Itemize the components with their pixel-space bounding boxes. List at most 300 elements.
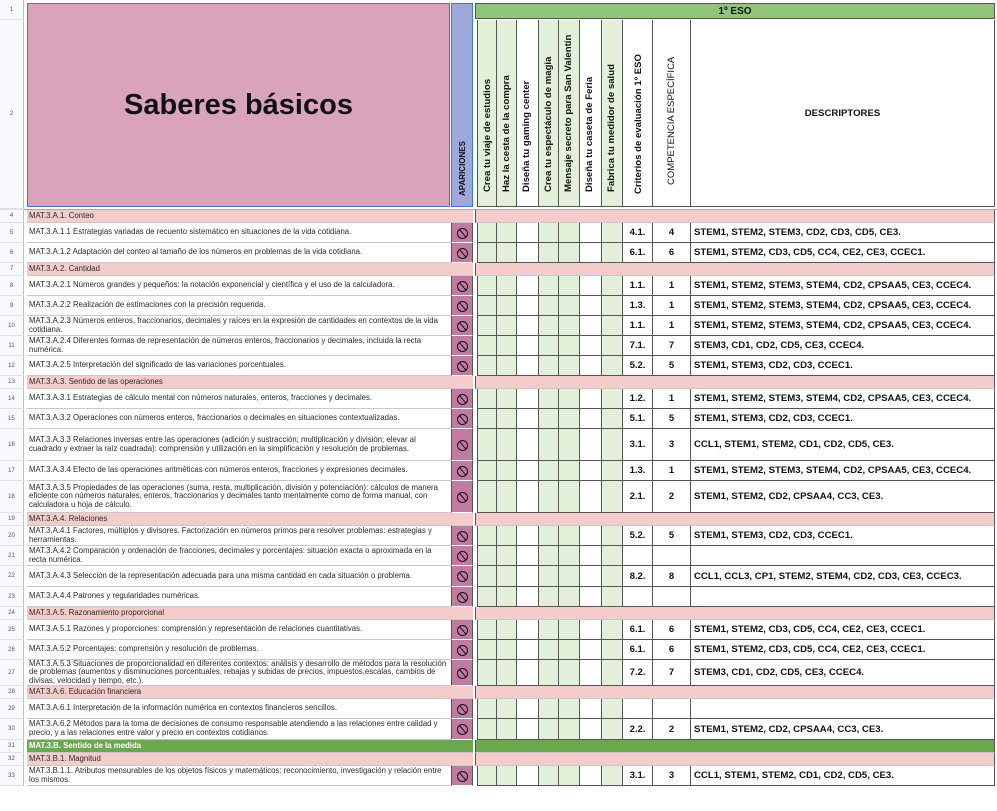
- criterio-cell[interactable]: 7.1.: [622, 336, 653, 356]
- saber-text[interactable]: MAT.3.A.2.1 Números grandes y pequeños: la notación exponencial y científica y el uso de la calculadora.: [27, 276, 451, 296]
- situation-cell[interactable]: [477, 316, 496, 336]
- situation-cell[interactable]: [496, 719, 516, 740]
- row-header-32[interactable]: 32: [0, 753, 24, 766]
- descriptores-cell[interactable]: [691, 546, 995, 566]
- competencia-cell[interactable]: [653, 546, 691, 566]
- situation-cell[interactable]: [496, 409, 516, 429]
- situation-cell[interactable]: [496, 526, 516, 546]
- situation-cell[interactable]: [601, 587, 622, 607]
- apariciones-cell[interactable]: [451, 699, 473, 719]
- situation-cell[interactable]: [538, 566, 558, 587]
- row-header-5[interactable]: 5: [0, 223, 24, 243]
- situation-cell[interactable]: [496, 699, 516, 719]
- descriptores-cell[interactable]: STEM1, STEM2, STEM3, STEM4, CD2, CPSAA5, CE3, CCEC4.: [691, 276, 995, 296]
- criterio-cell[interactable]: 5.1.: [622, 409, 653, 429]
- row-header-7[interactable]: 7: [0, 263, 24, 276]
- criterio-cell[interactable]: 4.1.: [622, 223, 653, 243]
- criterio-cell[interactable]: 1.2.: [622, 389, 653, 409]
- situation-header-1[interactable]: [477, 20, 496, 207]
- situation-cell[interactable]: [496, 660, 516, 686]
- situation-cell[interactable]: [496, 243, 516, 263]
- situation-cell[interactable]: [579, 526, 601, 546]
- saber-text[interactable]: MAT.3.A.3.5 Propiedades de las operaciones (suma, resta, multiplicación, división y potenciación): cálculos de manera eficiente con números naturales, enteros, fraccionarios y decimales tanto mentalmente como de forma manual, con calculadora u hoja de cálculo.: [27, 481, 451, 513]
- apariciones-cell[interactable]: [451, 296, 473, 316]
- situation-cell[interactable]: [558, 481, 579, 513]
- row-header-25[interactable]: 25: [0, 620, 24, 640]
- apariciones-cell[interactable]: [451, 461, 473, 481]
- situation-cell[interactable]: [496, 276, 516, 296]
- situation-cell[interactable]: [558, 699, 579, 719]
- row-header-33[interactable]: 33: [0, 766, 24, 786]
- row-header-6[interactable]: 6: [0, 243, 24, 263]
- descriptores-cell[interactable]: STEM1, STEM2, CD2, CPSAA4, CC3, CE3.: [691, 481, 995, 513]
- situation-cell[interactable]: [516, 243, 538, 263]
- situation-cell[interactable]: [538, 620, 558, 640]
- apariciones-cell[interactable]: [451, 223, 473, 243]
- situation-cell[interactable]: [477, 566, 496, 587]
- descriptores-cell[interactable]: STEM1, STEM2, CD3, CD5, CC4, CE2, CE3, CCEC1.: [691, 243, 995, 263]
- situation-cell[interactable]: [601, 719, 622, 740]
- descriptores-cell[interactable]: STEM1, STEM2, STEM3, STEM4, CD2, CPSAA5, CE3, CCEC4.: [691, 316, 995, 336]
- situation-cell[interactable]: [516, 223, 538, 243]
- saber-text[interactable]: MAT.3.A.2.3 Números enteros, fraccionarios, decimales y raíces en la expresión de cantidades en contextos de la vida cotidiana.: [27, 316, 451, 336]
- apariciones-cell[interactable]: [451, 336, 473, 356]
- situation-cell[interactable]: [601, 566, 622, 587]
- saber-text[interactable]: MAT.3.A.5.2 Porcentajes: comprensión y resolución de problemas.: [27, 640, 451, 660]
- situation-cell[interactable]: [516, 526, 538, 546]
- saber-text[interactable]: MAT.3.A.4.1 Factores, múltiplos y divisores. Factorización en números primos para resolver problemas: estrategias y herramientas.: [27, 526, 451, 546]
- situation-cell[interactable]: [558, 429, 579, 461]
- grade-header[interactable]: [475, 3, 995, 19]
- apariciones-cell[interactable]: [451, 719, 473, 740]
- situation-cell[interactable]: [601, 766, 622, 786]
- situation-cell[interactable]: [579, 356, 601, 376]
- subsection-header[interactable]: MAT.3.A.2. Cantidad: [27, 263, 473, 276]
- saber-text[interactable]: MAT.3.A.4.2 Comparación y ordenación de fracciones, decimales y porcentajes: situación exacta o aproximada en la recta numérica.: [27, 546, 451, 566]
- saber-text[interactable]: MAT.3.A.6.2 Métodos para la toma de decisiones de consumo responsable atendiendo a las relaciones entre calidad y precio, y a las relaciones entre valor y precio en contextos cotidianos.: [27, 719, 451, 740]
- situation-cell[interactable]: [516, 546, 538, 566]
- apariciones-header[interactable]: [451, 3, 473, 207]
- situation-cell[interactable]: [579, 620, 601, 640]
- situation-cell[interactable]: [558, 766, 579, 786]
- row-header-22[interactable]: 22: [0, 566, 24, 587]
- situation-cell[interactable]: [538, 766, 558, 786]
- situation-cell[interactable]: [477, 620, 496, 640]
- row-header-13[interactable]: 13: [0, 376, 24, 389]
- situation-cell[interactable]: [601, 243, 622, 263]
- subsection-header[interactable]: MAT.3.B.1. Magnitud: [27, 753, 473, 766]
- competencia-cell[interactable]: 1: [653, 316, 691, 336]
- situation-cell[interactable]: [579, 587, 601, 607]
- situation-cell[interactable]: [579, 481, 601, 513]
- situation-cell[interactable]: [516, 409, 538, 429]
- row-header-28[interactable]: 28: [0, 686, 24, 699]
- situation-cell[interactable]: [579, 223, 601, 243]
- situation-cell[interactable]: [558, 336, 579, 356]
- situation-cell[interactable]: [477, 699, 496, 719]
- situation-cell[interactable]: [601, 356, 622, 376]
- apariciones-cell[interactable]: [451, 276, 473, 296]
- row-header-23[interactable]: 23: [0, 587, 24, 607]
- situation-header-2[interactable]: [496, 20, 516, 207]
- apariciones-cell[interactable]: [451, 316, 473, 336]
- competencia-cell[interactable]: 8: [653, 566, 691, 587]
- descriptores-cell[interactable]: STEM1, STEM3, CD2, CD3, CCEC1.: [691, 409, 995, 429]
- situation-cell[interactable]: [558, 461, 579, 481]
- criterio-cell[interactable]: 7.2.: [622, 660, 653, 686]
- situation-cell[interactable]: [538, 640, 558, 660]
- title-cell[interactable]: [27, 3, 450, 207]
- row-header-12[interactable]: 12: [0, 356, 24, 376]
- situation-cell[interactable]: [601, 389, 622, 409]
- situation-cell[interactable]: [558, 389, 579, 409]
- situation-cell[interactable]: [601, 660, 622, 686]
- situation-cell[interactable]: [516, 587, 538, 607]
- situation-cell[interactable]: [538, 481, 558, 513]
- situation-cell[interactable]: [477, 296, 496, 316]
- subsection-header[interactable]: MAT.3.A.3. Sentido de las operaciones: [27, 376, 473, 389]
- situation-cell[interactable]: [477, 587, 496, 607]
- row-header-29[interactable]: 29: [0, 699, 24, 719]
- subsection-header[interactable]: MAT.3.A.5. Razonamiento proporcional: [27, 607, 473, 620]
- competencia-cell[interactable]: 7: [653, 660, 691, 686]
- saber-text[interactable]: MAT.3.A.4.4 Patrones y regularidades numéricas.: [27, 587, 451, 607]
- situation-cell[interactable]: [558, 356, 579, 376]
- situation-cell[interactable]: [579, 409, 601, 429]
- situation-cell[interactable]: [558, 660, 579, 686]
- apariciones-cell[interactable]: [451, 243, 473, 263]
- situation-cell[interactable]: [538, 223, 558, 243]
- apariciones-cell[interactable]: [451, 481, 473, 513]
- situation-cell[interactable]: [579, 389, 601, 409]
- situation-cell[interactable]: [558, 316, 579, 336]
- criterio-cell[interactable]: 1.1.: [622, 276, 653, 296]
- situation-cell[interactable]: [579, 660, 601, 686]
- section-header[interactable]: MAT.3.B. Sentido de la medida: [27, 740, 473, 753]
- row-header-30[interactable]: 30: [0, 719, 24, 740]
- descriptores-cell[interactable]: STEM1, STEM2, CD3, CD5, CC4, CE2, CE3, CCEC1.: [691, 620, 995, 640]
- situation-header-7[interactable]: [601, 20, 622, 207]
- criterio-cell[interactable]: [622, 546, 653, 566]
- situation-cell[interactable]: [601, 336, 622, 356]
- saber-text[interactable]: MAT.3.A.3.3 Relaciones inversas entre las operaciones (adición y sustracción; multiplicación y división; elevar al cuadrado y extraer la raíz cuadrada): comprensión y utilización en la simplificación y resolución de problemas.: [27, 429, 451, 461]
- row-header-24[interactable]: 24: [0, 607, 24, 620]
- criterio-cell[interactable]: [622, 587, 653, 607]
- situation-cell[interactable]: [579, 640, 601, 660]
- criterio-cell[interactable]: 1.3.: [622, 461, 653, 481]
- situation-cell[interactable]: [538, 699, 558, 719]
- situation-cell[interactable]: [558, 223, 579, 243]
- situation-cell[interactable]: [558, 719, 579, 740]
- situation-cell[interactable]: [558, 640, 579, 660]
- situation-cell[interactable]: [601, 699, 622, 719]
- situation-cell[interactable]: [538, 296, 558, 316]
- competencia-cell[interactable]: 3: [653, 429, 691, 461]
- situation-cell[interactable]: [477, 336, 496, 356]
- situation-cell[interactable]: [516, 461, 538, 481]
- row-header-17[interactable]: 17: [0, 461, 24, 481]
- saber-text[interactable]: MAT.3.A.2.5 Interpretación del significado de las variaciones porcentuales.: [27, 356, 451, 376]
- criterio-cell[interactable]: 6.1.: [622, 640, 653, 660]
- competencia-cell[interactable]: 3: [653, 766, 691, 786]
- row-header-14[interactable]: 14: [0, 389, 24, 409]
- apariciones-cell[interactable]: [451, 356, 473, 376]
- situation-cell[interactable]: [538, 546, 558, 566]
- saber-text[interactable]: MAT.3.A.5.1 Razones y proporciones: comprensión y representación de relaciones cuantitativas.: [27, 620, 451, 640]
- descriptores-cell[interactable]: STEM1, STEM2, STEM3, STEM4, CD2, CPSAA5, CE3, CCEC4.: [691, 389, 995, 409]
- situation-cell[interactable]: [477, 356, 496, 376]
- situation-cell[interactable]: [477, 276, 496, 296]
- situation-cell[interactable]: [516, 481, 538, 513]
- saber-text[interactable]: MAT.3.B.1.1. Atributos mensurables de los objetos físicos y matemáticos: reconocimiento, investigación y relación entre los mismos.: [27, 766, 451, 786]
- situation-cell[interactable]: [496, 389, 516, 409]
- situation-cell[interactable]: [477, 640, 496, 660]
- situation-header-5[interactable]: [558, 20, 579, 207]
- competencia-cell[interactable]: [653, 699, 691, 719]
- situation-cell[interactable]: [601, 526, 622, 546]
- descriptores-header[interactable]: [691, 20, 995, 207]
- situation-cell[interactable]: [601, 296, 622, 316]
- criterio-cell[interactable]: 2.1.: [622, 481, 653, 513]
- situation-cell[interactable]: [516, 389, 538, 409]
- criterio-cell[interactable]: 5.2.: [622, 526, 653, 546]
- competencia-cell[interactable]: 1: [653, 296, 691, 316]
- situation-cell[interactable]: [496, 766, 516, 786]
- competencia-cell[interactable]: 7: [653, 336, 691, 356]
- situation-cell[interactable]: [477, 481, 496, 513]
- situation-cell[interactable]: [516, 719, 538, 740]
- situation-cell[interactable]: [538, 429, 558, 461]
- criterio-cell[interactable]: 1.1.: [622, 316, 653, 336]
- descriptores-cell[interactable]: STEM1, STEM2, STEM3, CD2, CD3, CD5, CE3.: [691, 223, 995, 243]
- situation-cell[interactable]: [579, 566, 601, 587]
- situation-cell[interactable]: [579, 461, 601, 481]
- situation-cell[interactable]: [496, 356, 516, 376]
- row-header-8[interactable]: 8: [0, 276, 24, 296]
- criterio-cell[interactable]: 6.1.: [622, 243, 653, 263]
- situation-cell[interactable]: [477, 429, 496, 461]
- descriptores-cell[interactable]: STEM1, STEM3, CD2, CD3, CCEC1.: [691, 526, 995, 546]
- competencia-cell[interactable]: 6: [653, 640, 691, 660]
- competencia-cell[interactable]: 2: [653, 719, 691, 740]
- situation-cell[interactable]: [558, 587, 579, 607]
- situation-cell[interactable]: [538, 316, 558, 336]
- row-header-15[interactable]: 15: [0, 409, 24, 429]
- situation-cell[interactable]: [477, 243, 496, 263]
- competencia-cell[interactable]: 2: [653, 481, 691, 513]
- situation-cell[interactable]: [496, 566, 516, 587]
- row-header-16[interactable]: 16: [0, 429, 24, 461]
- situation-cell[interactable]: [579, 296, 601, 316]
- situation-cell[interactable]: [516, 566, 538, 587]
- row-header-1[interactable]: 1: [0, 0, 24, 20]
- saber-text[interactable]: MAT.3.A.3.1 Estrategias de cálculo mental con números naturales, enteros, fracciones y decimales.: [27, 389, 451, 409]
- criterio-cell[interactable]: [622, 699, 653, 719]
- descriptores-cell[interactable]: CCL1, STEM1, STEM2, CD1, CD2, CD5, CE3.: [691, 766, 995, 786]
- apariciones-cell[interactable]: [451, 389, 473, 409]
- situation-cell[interactable]: [477, 660, 496, 686]
- row-header-4[interactable]: 4: [0, 210, 24, 223]
- situation-cell[interactable]: [579, 316, 601, 336]
- apariciones-cell[interactable]: [451, 640, 473, 660]
- situation-cell[interactable]: [579, 699, 601, 719]
- saber-text[interactable]: MAT.3.A.6.1 Interpretación de la información numérica en contextos financieros sencillos.: [27, 699, 451, 719]
- situation-header-4[interactable]: [538, 20, 558, 207]
- situation-cell[interactable]: [558, 620, 579, 640]
- situation-cell[interactable]: [496, 461, 516, 481]
- competencia-cell[interactable]: 5: [653, 356, 691, 376]
- situation-cell[interactable]: [538, 336, 558, 356]
- situation-cell[interactable]: [477, 719, 496, 740]
- descriptores-cell[interactable]: [691, 699, 995, 719]
- situation-cell[interactable]: [579, 719, 601, 740]
- competencia-cell[interactable]: 5: [653, 526, 691, 546]
- situation-cell[interactable]: [538, 719, 558, 740]
- situation-cell[interactable]: [516, 276, 538, 296]
- situation-cell[interactable]: [579, 243, 601, 263]
- situation-cell[interactable]: [477, 389, 496, 409]
- descriptores-cell[interactable]: CCL1, CCL3, CP1, STEM2, STEM4, CD2, CD3, CE3, CCEC3.: [691, 566, 995, 587]
- descriptores-cell[interactable]: STEM1, STEM2, CD2, CPSAA4, CC3, CE3.: [691, 719, 995, 740]
- situation-cell[interactable]: [579, 546, 601, 566]
- situation-cell[interactable]: [538, 356, 558, 376]
- row-header-11[interactable]: 11: [0, 336, 24, 356]
- saber-text[interactable]: MAT.3.A.1.2 Adaptación del conteo al tamaño de los números en problemas de la vida cotidiana.: [27, 243, 451, 263]
- situation-cell[interactable]: [496, 296, 516, 316]
- situation-cell[interactable]: [601, 429, 622, 461]
- row-header-21[interactable]: 21: [0, 546, 24, 566]
- saber-text[interactable]: MAT.3.A.3.2 Operaciones con números enteros, fraccionarios o decimales en situaciones contextualizadas.: [27, 409, 451, 429]
- subsection-header[interactable]: MAT.3.A.1. Conteo: [27, 210, 473, 223]
- row-header-19[interactable]: 19: [0, 513, 24, 526]
- descriptores-cell[interactable]: STEM1, STEM2, STEM3, STEM4, CD2, CPSAA5, CE3, CCEC4.: [691, 461, 995, 481]
- situation-cell[interactable]: [601, 461, 622, 481]
- apariciones-cell[interactable]: [451, 409, 473, 429]
- apariciones-cell[interactable]: [451, 660, 473, 686]
- row-header-10[interactable]: 10: [0, 316, 24, 336]
- situation-cell[interactable]: [538, 660, 558, 686]
- descriptores-cell[interactable]: [691, 587, 995, 607]
- descriptores-cell[interactable]: STEM1, STEM2, STEM3, STEM4, CD2, CPSAA5, CE3, CCEC4.: [691, 296, 995, 316]
- situation-cell[interactable]: [477, 526, 496, 546]
- criterio-cell[interactable]: 1.3.: [622, 296, 653, 316]
- row-header-20[interactable]: 20: [0, 526, 24, 546]
- situation-cell[interactable]: [558, 276, 579, 296]
- situation-cell[interactable]: [538, 526, 558, 546]
- situation-cell[interactable]: [558, 546, 579, 566]
- competencia-cell[interactable]: 6: [653, 243, 691, 263]
- competencia-cell[interactable]: 4: [653, 223, 691, 243]
- situation-cell[interactable]: [558, 409, 579, 429]
- row-header-27[interactable]: 27: [0, 660, 24, 686]
- saber-text[interactable]: MAT.3.A.2.4 Diferentes formas de representación de números enteros, fraccionarios y decimales, incluida la recta numérica.: [27, 336, 451, 356]
- criterio-cell[interactable]: 5.2.: [622, 356, 653, 376]
- situation-cell[interactable]: [538, 276, 558, 296]
- situation-cell[interactable]: [601, 546, 622, 566]
- situation-cell[interactable]: [579, 336, 601, 356]
- apariciones-cell[interactable]: [451, 429, 473, 461]
- situation-cell[interactable]: [516, 429, 538, 461]
- saber-text[interactable]: MAT.3.A.4.3 Selección de la representación adecuada para una misma cantidad en cada situación o problema.: [27, 566, 451, 587]
- situation-cell[interactable]: [579, 766, 601, 786]
- situation-cell[interactable]: [538, 389, 558, 409]
- situation-cell[interactable]: [496, 481, 516, 513]
- situation-cell[interactable]: [538, 409, 558, 429]
- saber-text[interactable]: MAT.3.A.3.4 Efecto de las operaciones aritméticas con números enteros, fracciones y expresiones decimales.: [27, 461, 451, 481]
- situation-cell[interactable]: [496, 223, 516, 243]
- row-header-26[interactable]: 26: [0, 640, 24, 660]
- row-header-9[interactable]: 9: [0, 296, 24, 316]
- situation-cell[interactable]: [496, 620, 516, 640]
- situation-cell[interactable]: [538, 461, 558, 481]
- apariciones-cell[interactable]: [451, 526, 473, 546]
- situation-cell[interactable]: [477, 223, 496, 243]
- situation-cell[interactable]: [601, 481, 622, 513]
- apariciones-cell[interactable]: [451, 766, 473, 786]
- criterio-cell[interactable]: 8.2.: [622, 566, 653, 587]
- descriptores-cell[interactable]: STEM3, CD1, CD2, CD5, CE3, CCEC4.: [691, 336, 995, 356]
- subsection-header[interactable]: MAT.3.A.4. Relaciones: [27, 513, 473, 526]
- competencia-cell[interactable]: 6: [653, 620, 691, 640]
- descriptores-cell[interactable]: STEM3, CD1, CD2, CD5, CE3, CCEC4.: [691, 660, 995, 686]
- situation-cell[interactable]: [496, 546, 516, 566]
- apariciones-cell[interactable]: [451, 620, 473, 640]
- situation-cell[interactable]: [477, 766, 496, 786]
- saber-text[interactable]: MAT.3.A.1.1 Estrategias variadas de recuento sistemático en situaciones de la vida cotidiana.: [27, 223, 451, 243]
- criterio-cell[interactable]: 3.1.: [622, 429, 653, 461]
- descriptores-cell[interactable]: STEM1, STEM2, CD3, CD5, CC4, CE2, CE3, CCEC1.: [691, 640, 995, 660]
- saber-text[interactable]: MAT.3.A.2.2 Realización de estimaciones con la precisión requerida.: [27, 296, 451, 316]
- situation-cell[interactable]: [516, 699, 538, 719]
- situation-cell[interactable]: [477, 409, 496, 429]
- situation-cell[interactable]: [601, 316, 622, 336]
- saber-text[interactable]: MAT.3.A.5.3 Situaciones de proporcionalidad en diferentes contextos: análisis y desarrollo de métodos para la resolución de problemas (aumentos y disminuciones porcentuales, rebajas y subidas de precios, impuestos,escalas, cambios de divisas, velocidad y tiempo, etc.).: [27, 660, 451, 686]
- situation-cell[interactable]: [579, 429, 601, 461]
- situation-cell[interactable]: [516, 336, 538, 356]
- situation-cell[interactable]: [516, 660, 538, 686]
- situation-cell[interactable]: [496, 316, 516, 336]
- competencia-cell[interactable]: 5: [653, 409, 691, 429]
- situation-cell[interactable]: [477, 546, 496, 566]
- situation-cell[interactable]: [516, 296, 538, 316]
- apariciones-cell[interactable]: [451, 587, 473, 607]
- situation-cell[interactable]: [601, 276, 622, 296]
- criterio-cell[interactable]: 3.1.: [622, 766, 653, 786]
- situation-cell[interactable]: [496, 587, 516, 607]
- situation-cell[interactable]: [477, 461, 496, 481]
- situation-cell[interactable]: [516, 620, 538, 640]
- situation-cell[interactable]: [496, 640, 516, 660]
- situation-cell[interactable]: [538, 243, 558, 263]
- apariciones-cell[interactable]: [451, 566, 473, 587]
- situation-cell[interactable]: [516, 640, 538, 660]
- descriptores-cell[interactable]: STEM1, STEM3, CD2, CD3, CCEC1.: [691, 356, 995, 376]
- competencia-cell[interactable]: 1: [653, 461, 691, 481]
- situation-cell[interactable]: [516, 766, 538, 786]
- situation-cell[interactable]: [579, 276, 601, 296]
- criterios-header[interactable]: [622, 20, 653, 207]
- situation-cell[interactable]: [601, 640, 622, 660]
- competencia-header[interactable]: [653, 20, 691, 207]
- situation-cell[interactable]: [516, 356, 538, 376]
- situation-cell[interactable]: [558, 566, 579, 587]
- row-header-31[interactable]: 31: [0, 740, 24, 753]
- situation-cell[interactable]: [558, 296, 579, 316]
- situation-cell[interactable]: [496, 429, 516, 461]
- situation-cell[interactable]: [601, 409, 622, 429]
- situation-cell[interactable]: [558, 526, 579, 546]
- situation-cell[interactable]: [558, 243, 579, 263]
